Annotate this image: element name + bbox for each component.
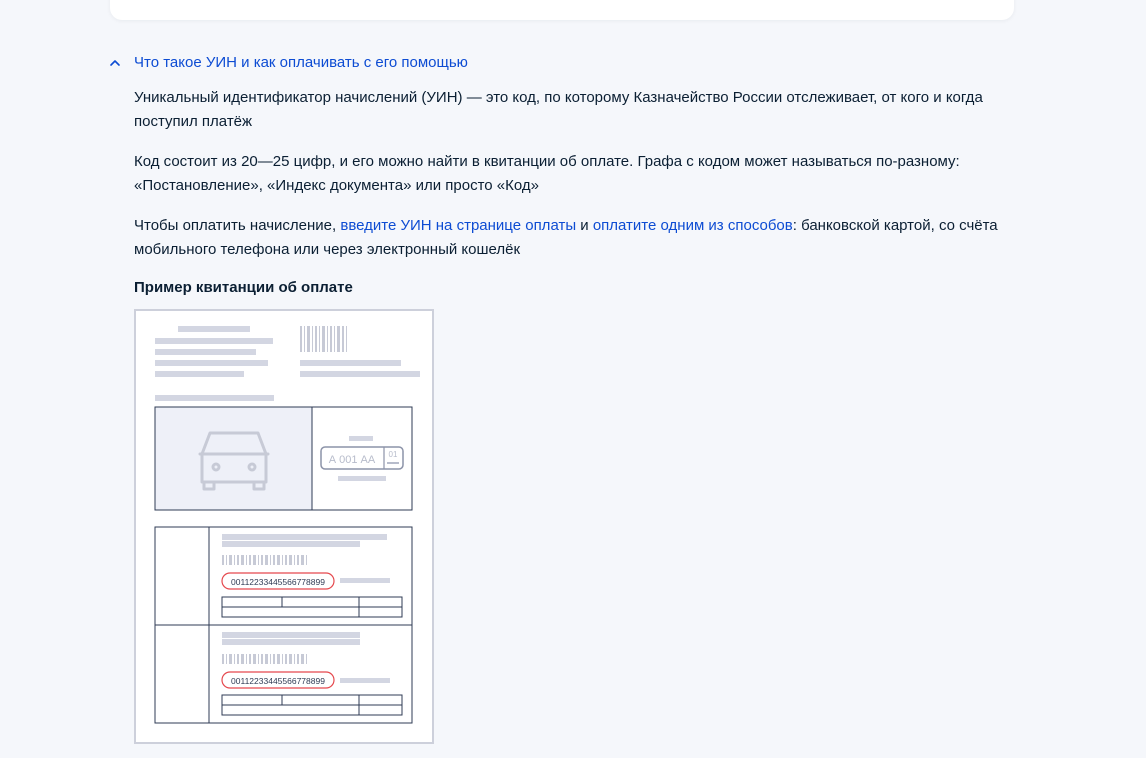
accordion-content xyxy=(134,86,1014,278)
paragraph-how-to-pay xyxy=(134,214,1014,262)
uin-code-2: 00112233445566778899 xyxy=(231,676,325,686)
receipt-example-illustration xyxy=(134,309,434,745)
paragraph-uin-definition: Уникальный идентификатор начислений (УИН) — это код, по которому Казначейство России отслеживает, от кого и когда поступил платёж xyxy=(134,89,983,130)
payment-methods-link[interactable]: оплатите одним из способов xyxy=(592,217,793,234)
pay-text-before: Чтобы оплатить начисление, xyxy=(134,217,341,234)
uin-code-1: 00112233445566778899 xyxy=(231,577,325,587)
plate-region: 01 xyxy=(388,450,398,459)
enter-uin-link[interactable]: введите УИН на странице оплаты xyxy=(340,217,577,234)
pay-text-after: : банковской картой, со счёта мобильного телефона или через электронный кошелёк xyxy=(134,217,998,258)
paragraph-uin-code-format: Код состоит из 20—25 цифр, и его можно найти в квитанции об оплате. Графа с кодом может называться по-разному: «Постановление», «Индекс документа» или просто «Код» xyxy=(134,153,960,194)
accordion-title[interactable]: Что такое УИН и как оплачивать с его помощью xyxy=(134,54,468,71)
chevron-up-icon xyxy=(108,56,122,70)
pay-text-middle: и xyxy=(576,217,593,234)
example-receipt-title: Пример квитанции об оплате xyxy=(134,279,353,296)
vehicle-photo-frame xyxy=(155,407,312,510)
previous-card xyxy=(110,0,1014,20)
accordion-header-uin[interactable] xyxy=(108,54,468,71)
barcode-icon xyxy=(300,326,347,352)
plate-number: А 001 АА xyxy=(328,454,376,466)
